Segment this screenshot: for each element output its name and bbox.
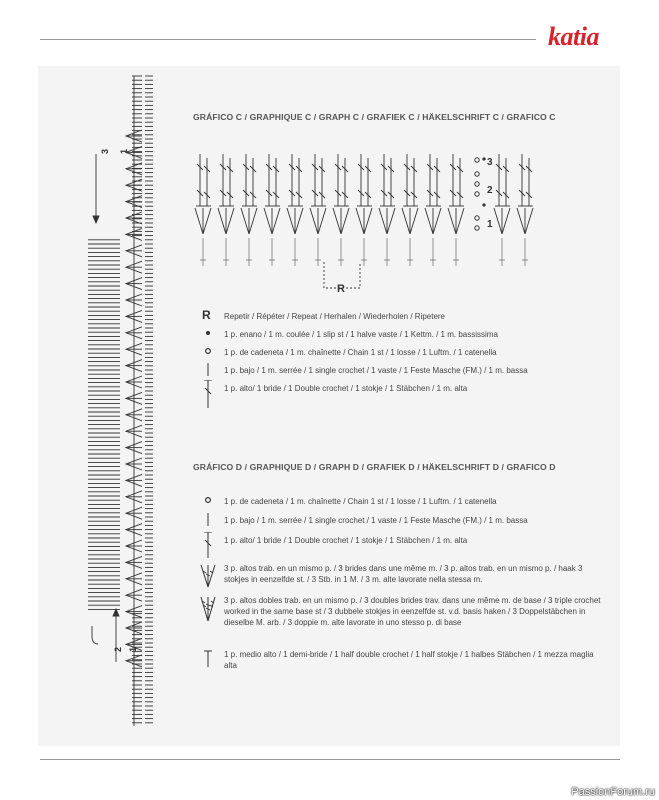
row-number-2: 2 [113, 646, 123, 652]
fan-stitch-left [494, 208, 502, 234]
fan-stitch-right [525, 208, 533, 234]
watermark-credit: PassionForum.ru [571, 786, 655, 798]
three-dc-same-stitch-icon [200, 563, 216, 589]
double-crochet-icon [200, 532, 216, 562]
fan-stitch-left [402, 208, 410, 234]
fan-stitch-right [341, 208, 349, 234]
legend-text: 1 p. alto/ 1 bride / 1 Double crochet / 1 stokje / 1 Stäbchen / 1 m. alta [224, 536, 468, 545]
legend-text: 1 p. enano / 1 m. coulée / 1 slip st / 1 halve vaste / 1 Kettm. / 1 m. bassissima [224, 330, 498, 339]
legend-text: 1 p. bajo / 1 m. serrée / 1 single crochet / 1 vaste / 1 Feste Masche (FM.) / 1 m. bassa [224, 516, 528, 525]
repeat-icon: R [202, 308, 211, 322]
three-tr-same-stitch-icon [200, 595, 216, 623]
legend-text: Repetir / Répéter / Repeat / Herhalen / Wiederholen / Ripetere [224, 312, 446, 321]
row-number-3: 3 [487, 157, 493, 168]
legend-text: 1 p. de cadeneta / 1 m. chaînette / Chain 1 st / 1 losse / 1 Luftm. / 1 catenella [224, 348, 497, 357]
row-arrow-head [93, 216, 99, 223]
legend-text: 1 p. bajo / 1 m. serrée / 1 single crochet / 1 vaste / 1 Feste Masche (FM.) / 1 m. bassa [224, 366, 528, 375]
fan-stitch-right [226, 208, 234, 234]
repeat-marker: R [337, 283, 345, 295]
katia-logo: katia [548, 22, 599, 51]
chain-stitch-icon [475, 182, 479, 186]
fan-stitch-left [218, 208, 226, 234]
legend-text: 3 p. altos dobles trab. en un mismo p. / 3 doubles brides trav. dans une même m. de base / 3 triple crochet worked in the same base st / 3 dubbele stokjes in eenzelfde st. v.d. basis haken / 3 Doppelstäbchen in dieselbe M. arb. / 3 doppie m. alte lavorate in uno stesso p. di base [224, 596, 601, 627]
row-number-1-top: 1 [119, 148, 129, 154]
fan-stitch-left [379, 208, 387, 234]
fan-stitch-left [356, 208, 364, 234]
fan-stitch-left [425, 208, 433, 234]
fan-stitch-left [517, 208, 525, 234]
fan-stitch-left [287, 208, 295, 234]
chain-stitch-icon [475, 226, 479, 230]
legend-text: 1 p. medio alto / 1 demi-bride / 1 half double crochet / 1 half stokje / 1 halbes Stäbchen / 1 mezza maglia alta [224, 650, 594, 670]
fan-stitch-right [433, 208, 441, 234]
fan-stitch-left [241, 208, 249, 234]
fan-stitch-right [387, 208, 395, 234]
row-number-1: 1 [487, 219, 493, 230]
fan-stitch-left [195, 208, 203, 234]
fan-stitch-right [502, 208, 510, 234]
graph-d-title: GRÁFICO D / GRAPHIQUE D / GRAPH D / GRAFIEK D / HÄKELSCHRIFT D / GRAFICO D [193, 462, 556, 472]
slip-stitch-icon [482, 203, 485, 206]
single-crochet-icon [200, 512, 216, 534]
fan-stitch-right [203, 208, 211, 234]
graph-d-vertical-chart [38, 66, 188, 746]
fan-stitch-left [264, 208, 272, 234]
legend-text: 3 p. altos trab. en un mismo p. / 3 brides dans une même m. / 3 p. altos trab. en un mismo p. / haak 3 stokjes in eenzelfde st. / 3 Stb. in 1 M. / 3 m. alte lavorate nella stessa m. [224, 564, 583, 584]
row-number-1-bottom: 1 [128, 646, 138, 652]
row-number-3: 3 [100, 148, 110, 154]
graph-c-chart [188, 140, 568, 300]
legend-text: 1 p. alto/ 1 bride / 1 Double crochet / 1 stokje / 1 Stäbchen / 1 m. alta [224, 384, 468, 393]
fan-stitch-right [456, 208, 464, 234]
fan-stitch-right [249, 208, 257, 234]
half-double-crochet-icon [200, 649, 216, 671]
bottom-rule [40, 759, 620, 760]
row-arrow-head [113, 609, 119, 616]
chain-stitch-icon [475, 172, 479, 176]
chain-stitch-icon [475, 216, 479, 220]
graph-c-title: GRÁFICO C / GRAPHIQUE C / GRAPH C / GRAFIEK C / HÄKELSCHRIFT C / GRAFICO C [193, 112, 556, 122]
fan-stitch-right [318, 208, 326, 234]
fan-stitch-right [272, 208, 280, 234]
fan-stitch-right [295, 208, 303, 234]
fan-stitch-left [333, 208, 341, 234]
fan-stitch-right [364, 208, 372, 234]
chain-stitch-icon [475, 158, 479, 162]
chain-stitch-icon [475, 192, 479, 196]
slip-stitch-icon [482, 157, 485, 160]
row-number-2: 2 [487, 185, 493, 196]
fan-stitch-left [310, 208, 318, 234]
fan-stitch-left [448, 208, 456, 234]
legend-text: 1 p. de cadeneta / 1 m. chaînette / Chain 1 st / 1 losse / 1 Luftm. / 1 catenella [224, 497, 497, 506]
top-rule [40, 39, 536, 40]
double-crochet-icon [200, 380, 216, 410]
row-turn-curve [92, 626, 98, 644]
fan-stitch-right [410, 208, 418, 234]
